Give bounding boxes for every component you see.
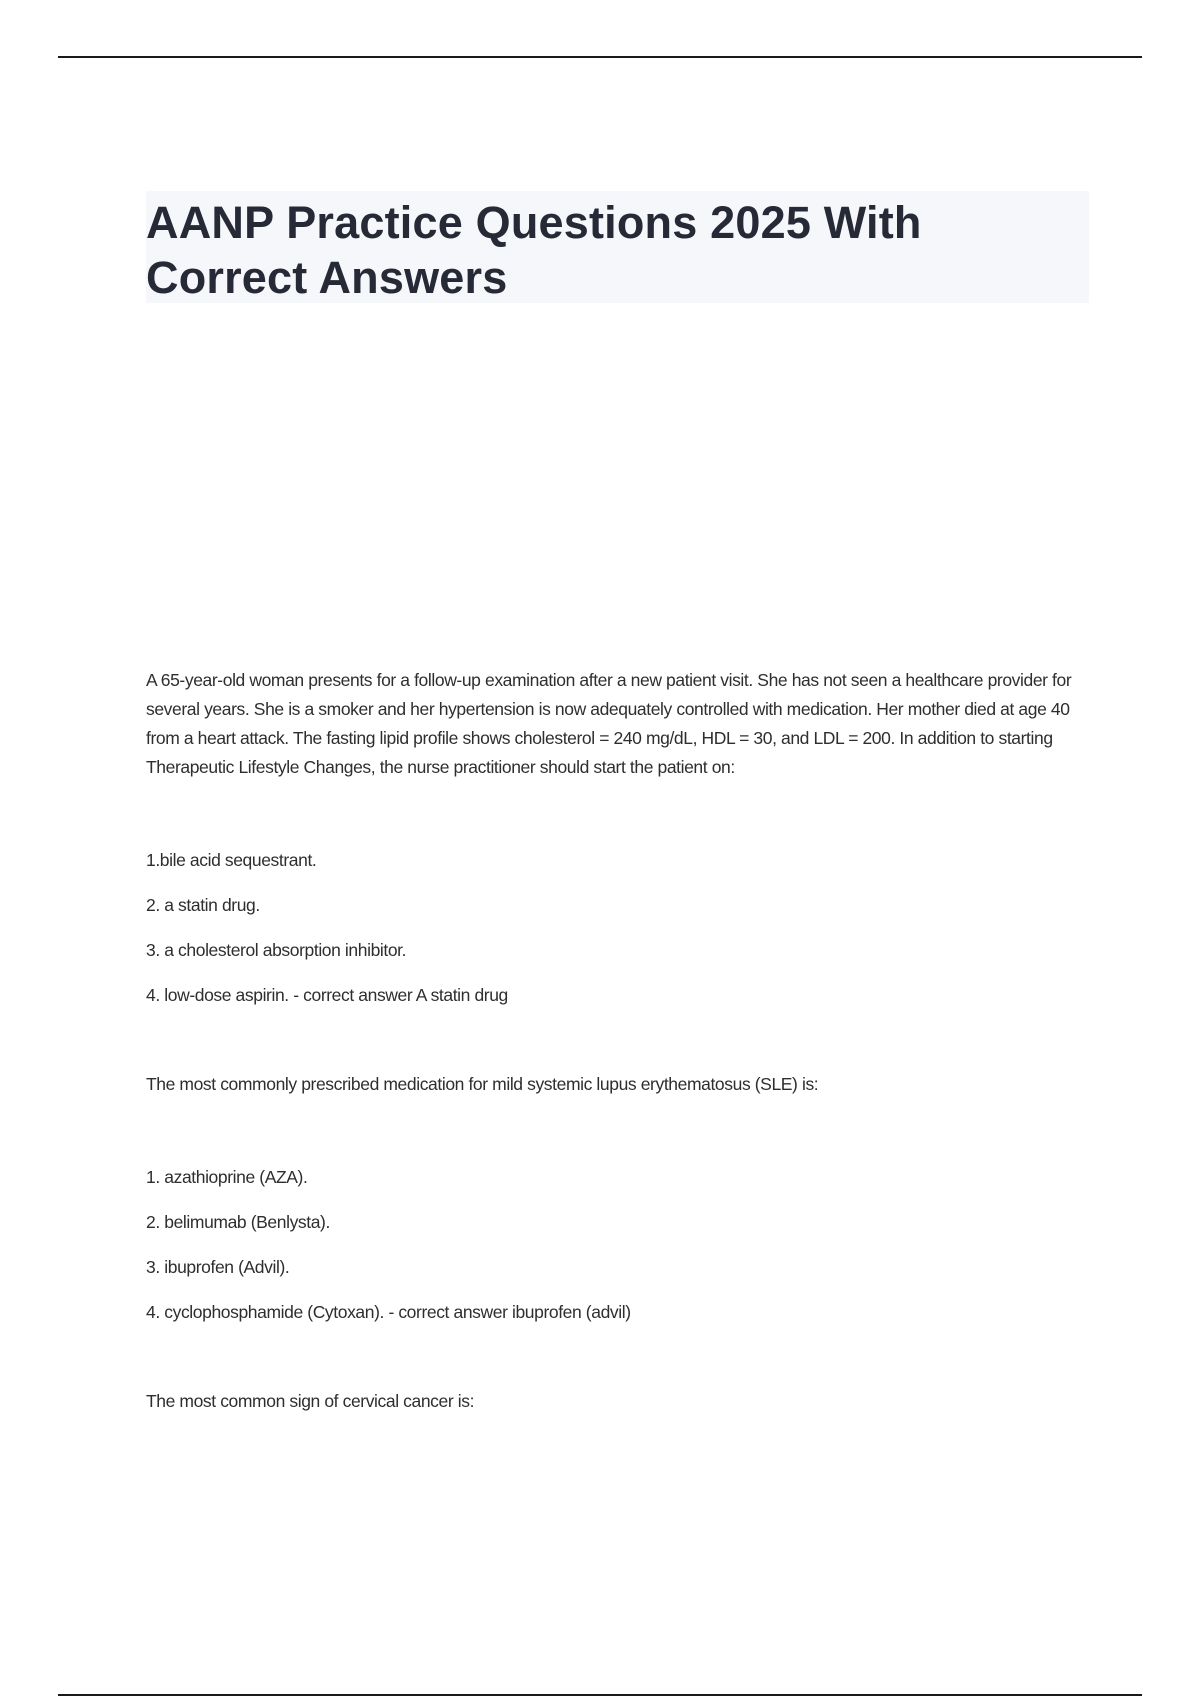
option-item: 1.bile acid sequestrant.	[146, 850, 317, 870]
question-block	[146, 1070, 1096, 1343]
questions-section	[146, 666, 1096, 1416]
option-item: 2. a statin drug.	[146, 895, 260, 915]
correct-answer: ibuprofen (advil)	[511, 1302, 631, 1322]
document-title: AANP Practice Questions 2025 With Correct Answers	[146, 197, 922, 303]
option-item: 3. a cholesterol absorption inhibitor.	[146, 940, 407, 960]
title-banner	[146, 191, 1089, 303]
option-item: 1. azathioprine (AZA).	[146, 1167, 308, 1187]
top-rule	[58, 56, 1142, 58]
bottom-rule	[58, 1694, 1142, 1696]
option-item: 2. belimumab (Benlysta).	[146, 1212, 330, 1232]
question-text: The most common sign of cervical cancer is:	[146, 1391, 475, 1411]
option-item: 3. ibuprofen (Advil).	[146, 1257, 290, 1277]
question-text: The most commonly prescribed medication for mild systemic lupus erythematosus (SLE) is:	[146, 1074, 819, 1094]
answer-prefix: - correct answer	[383, 1302, 512, 1322]
option-text: 4. low-dose aspirin.	[146, 985, 289, 1005]
option-text: 4. cyclophosphamide (Cytoxan).	[146, 1302, 384, 1322]
options-list	[146, 846, 1096, 1026]
options-list	[146, 1163, 1096, 1343]
option-item-with-answer	[146, 981, 1096, 1026]
question-block	[146, 1387, 1096, 1416]
option-item-with-answer	[146, 1298, 1096, 1343]
answer-prefix: - correct answer	[288, 985, 416, 1005]
correct-answer: A statin drug	[415, 985, 508, 1005]
question-text: A 65-year-old woman presents for a follow-up examination after a new patient visit. She has not seen a healthcare provider for several years. She is a smoker and her hypertension is now adequately controlled with medication. Her mother died at age 40 from a heart attack. The fasting lipid profile shows cholesterol = 240 mg/dL, HDL = 30, and LDL = 200. In addition to starting Therapeutic Lifestyle Changes, the nurse practitioner should start the patient on:	[146, 670, 1072, 777]
question-block	[146, 666, 1096, 1026]
